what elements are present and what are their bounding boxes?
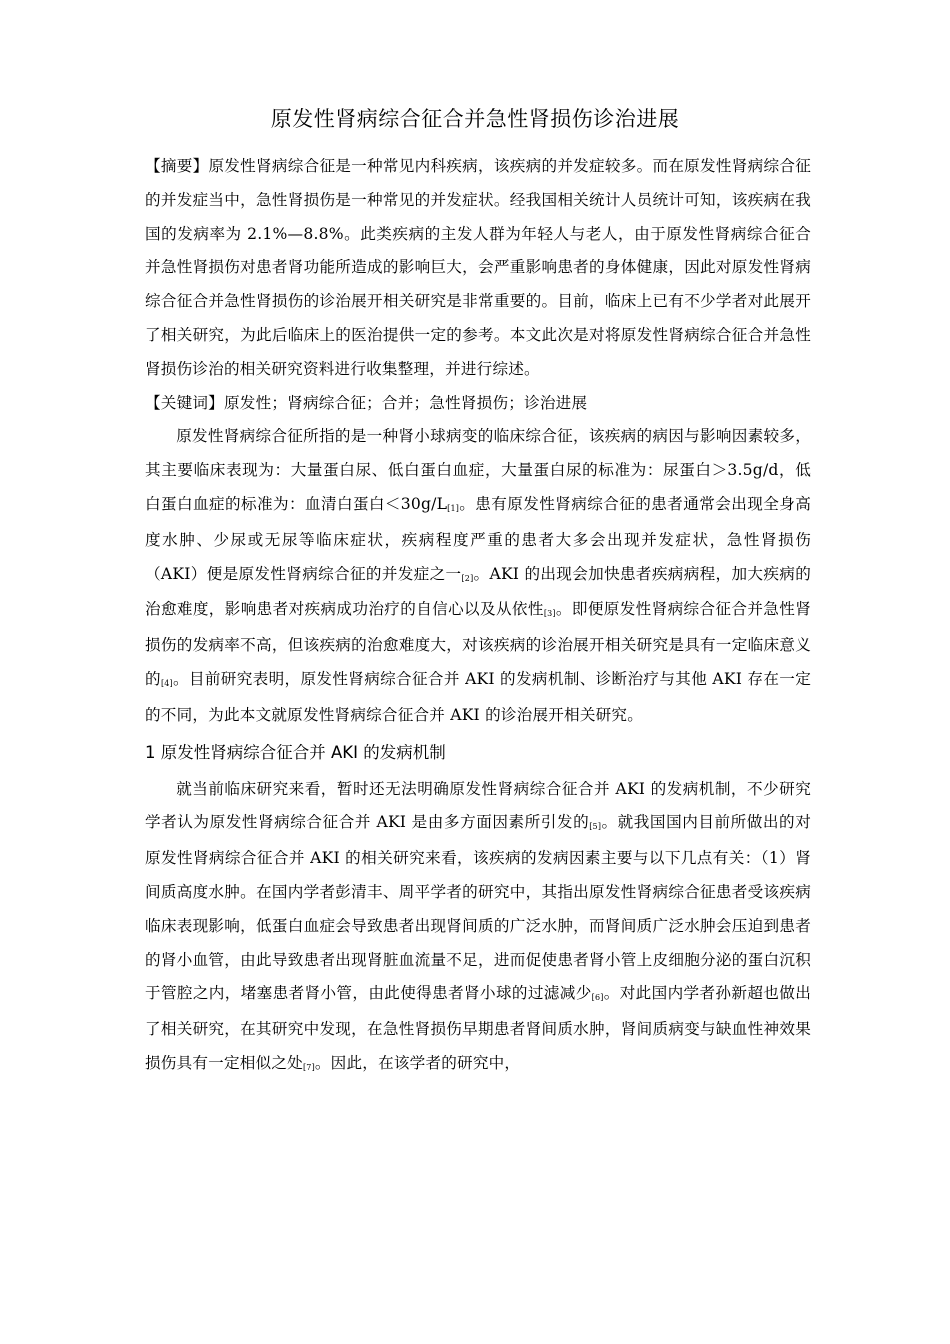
citation-ref: [1]: [447, 503, 460, 513]
section1-text-part: 。就我国国内目前所做出的对原发性肾病综合征合并 AKI 的相关研究来看，该疾病的发病因素主要与以下几点有关：（1）肾间质高度水肿。在国内学者彭清丰、周平学者的研究中，其指出原发性肾病综合征患者受该疾病临床表现影响，低蛋白血症会导致患者出现肾间质的广泛水肿，而肾间质广泛水肿会压迫到患者的肾小血管，由此导致患者出现肾脏血流量不足，进而促使患者肾小管上皮细胞分泌的蛋白沉积于管腔之内，堵塞患者肾小管，由此使得患者肾小球的过滤减少: [145, 813, 811, 1003]
abstract-paragraph: [145, 150, 811, 387]
section1-text-part: 就当前临床研究来看，暂时还无法明确原发性肾病综合征合并 AKI 的发病机制，不少研究学者认为原发性肾病综合征合并 AKI 是由多方面因素所引发的: [145, 779, 811, 832]
citation-ref: [6]: [591, 993, 604, 1003]
section1-text-part: 。因此，在该学者的研究中，: [314, 1053, 521, 1072]
keywords-paragraph: [145, 387, 811, 421]
intro-text-part: 。目前研究表明，原发性肾病综合征合并 AKI 的发病机制、诊断治疗与其他 AKI 存在一定的不同，为此本文就原发性肾病综合征合并 AKI 的诊治展开相关研究。: [145, 669, 811, 724]
intro-paragraph: [145, 420, 811, 732]
abstract-text: 原发性肾病综合征是一种常见内科疾病，该疾病的并发症较多。而在原发性肾病综合征的并发症当中，急性肾损伤是一种常见的并发症状。经我国相关统计人员统计可知，该疾病在我国的发病率为 2.1%—8.8%。此类疾病的主发人群为年轻人与老人，由于原发性肾病综合征合并急性肾损伤对患者肾功能所造成的影响巨大，会严重影响患者的身体健康，因此对原发性肾病综合征合并急性肾损伤的诊治展开相关研究是非常重要的。目前，临床上已有不少学者对此展开了相关研究，为此后临床上的医治提供一定的参考。本文此次是对将原发性肾病综合征合并急性肾损伤诊治的相关研究资料进行收集整理，并进行综述。: [145, 157, 811, 378]
intro-text-part: 。患有原发性肾病综合征的患者通常会出现全身高度水肿、少尿或无尿等临床症状，疾病程度严重的患者大多会出现并发症状，急性肾损伤（AKI）便是原发性肾病综合征的并发症之一: [145, 494, 811, 583]
citation-ref: [5]: [589, 822, 602, 832]
abstract-label: 【摘要】: [145, 157, 209, 175]
citation-ref: [4]: [160, 678, 173, 688]
section1-paragraph: [145, 773, 811, 1083]
citation-ref: [7]: [302, 1062, 315, 1072]
intro-text-part: 。AKI 的出现会加快患者疾病病程，加大疾病的治愈难度，影响患者对疾病成功治疗的自信心以及从依性: [145, 564, 811, 619]
section-heading: 1 原发性肾病综合征合并 AKI 的发病机制: [145, 742, 446, 762]
intro-text-part: 。即便原发性肾病综合征合并急性肾损伤的发病率不高，但该疾病的治愈难度大，对该疾病的诊治展开相关研究是具有一定临床意义的: [145, 600, 811, 688]
keywords-label: 【关键词】: [145, 393, 224, 412]
citation-ref: [2]: [461, 573, 474, 583]
keywords-text: 原发性；肾病综合征；合并；急性肾损伤；诊治进展: [223, 393, 588, 412]
citation-ref: [3]: [543, 609, 556, 619]
document-title: 原发性肾病综合征合并急性肾损伤诊治进展: [270, 107, 680, 131]
document-body: [145, 150, 811, 1083]
section1-text-part: 。对此国内学者孙新超也做出了相关研究，在其研究中发现，在急性肾损伤早期患者肾间质水肿，肾间质病变与缺血性神效果损伤具有一定相似之处: [145, 984, 811, 1072]
intro-text-part: 原发性肾病综合征所指的是一种肾小球病变的临床综合征，该疾病的病因与影响因素较多，其主要临床表现为：大量蛋白尿、低白蛋白血症，大量蛋白尿的标准为：尿蛋白＞3.5g/d，低白蛋白血症的标准为：血清白蛋白＜30g/L: [145, 427, 811, 513]
